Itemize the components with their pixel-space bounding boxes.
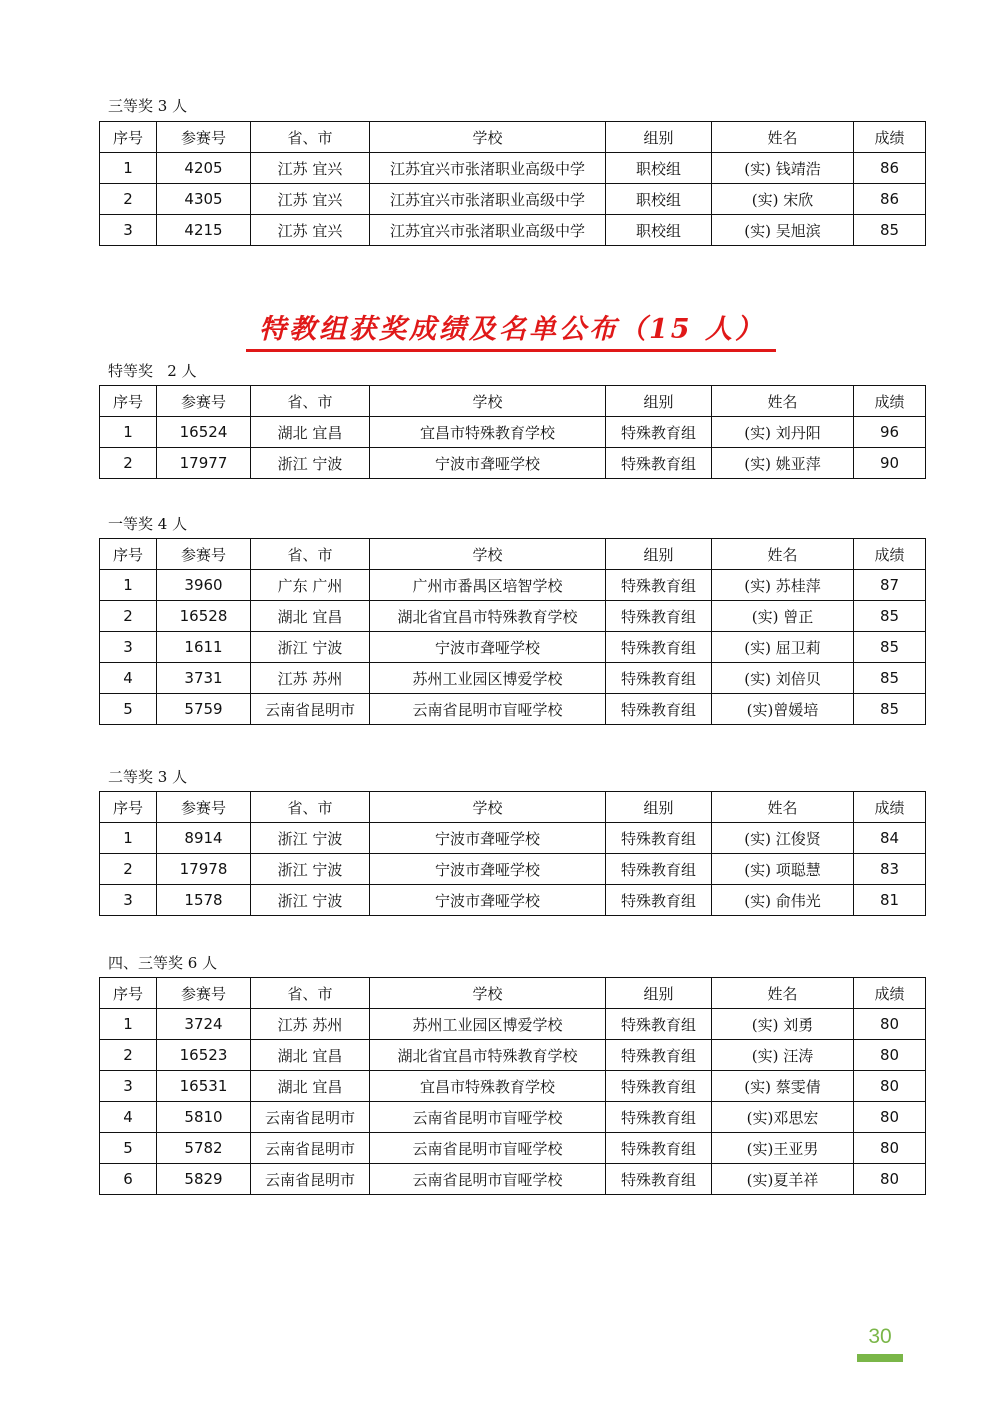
cell-index: 2 [100,1040,157,1071]
cell-group: 职校组 [606,153,712,184]
table-row [100,184,926,215]
table-header-row [100,978,926,1009]
cell-province-city: 云南省昆明市 [251,1102,370,1133]
table-row [100,153,926,184]
cell-name: (实) 项聪慧 [712,854,854,885]
table-row [100,1040,926,1071]
cell-school: 宁波市聋哑学校 [370,823,606,854]
cell-entry-number: 17978 [157,854,251,885]
cell-group: 特殊教育组 [606,1040,712,1071]
cell-index: 1 [100,570,157,601]
header-col-index: 序号 [100,792,157,823]
cell-school: 苏州工业园区博爱学校 [370,1009,606,1040]
table-row [100,663,926,694]
cell-school: 湖北省宜昌市特殊教育学校 [370,1040,606,1071]
table-header-row [100,122,926,153]
cell-school: 宜昌市特殊教育学校 [370,1071,606,1102]
cell-entry-number: 1611 [157,632,251,663]
award-table [99,385,926,479]
table-row [100,694,926,725]
cell-group: 特殊教育组 [606,601,712,632]
cell-name: (实) 江俊贤 [712,823,854,854]
header-col-index: 序号 [100,122,157,153]
header-col-province-city: 省、市 [251,792,370,823]
cell-score: 84 [854,823,926,854]
cell-school: 宁波市聋哑学校 [370,854,606,885]
award-caption: 二等奖 3 人 [108,768,188,786]
cell-school: 江苏宜兴市张渚职业高级中学 [370,184,606,215]
header-col-name: 姓名 [712,386,854,417]
cell-school: 宁波市聋哑学校 [370,885,606,916]
cell-score: 80 [854,1133,926,1164]
cell-entry-number: 3960 [157,570,251,601]
cell-index: 3 [100,885,157,916]
cell-name: (实) 汪涛 [712,1040,854,1071]
table-row [100,885,926,916]
table-row [100,417,926,448]
header-col-group: 组别 [606,122,712,153]
cell-group: 特殊教育组 [606,694,712,725]
cell-score: 80 [854,1009,926,1040]
cell-name: (实) 刘丹阳 [712,417,854,448]
cell-name: (实) 蔡雯倩 [712,1071,854,1102]
cell-score: 83 [854,854,926,885]
cell-entry-number: 17977 [157,448,251,479]
cell-group: 特殊教育组 [606,885,712,916]
cell-index: 2 [100,448,157,479]
header-col-index: 序号 [100,539,157,570]
cell-group: 职校组 [606,184,712,215]
header-col-score: 成绩 [854,539,926,570]
cell-name: (实)王亚男 [712,1133,854,1164]
table-row [100,1071,926,1102]
cell-province-city: 浙江 宁波 [251,885,370,916]
cell-name: (实) 吴旭滨 [712,215,854,246]
table-row [100,632,926,663]
award-caption: 一等奖 4 人 [108,515,188,533]
cell-name: (实) 屈卫莉 [712,632,854,663]
cell-name: (实) 刘勇 [712,1009,854,1040]
header-col-province-city: 省、市 [251,978,370,1009]
award-table [99,791,926,916]
cell-score: 80 [854,1164,926,1195]
header-col-group: 组别 [606,792,712,823]
cell-index: 1 [100,417,157,448]
cell-name: (实)邓思宏 [712,1102,854,1133]
cell-index: 3 [100,632,157,663]
cell-score: 80 [854,1071,926,1102]
cell-province-city: 浙江 宁波 [251,854,370,885]
cell-group: 特殊教育组 [606,1009,712,1040]
cell-score: 85 [854,632,926,663]
cell-entry-number: 16524 [157,417,251,448]
cell-entry-number: 5810 [157,1102,251,1133]
cell-group: 特殊教育组 [606,1164,712,1195]
cell-school: 云南省昆明市盲哑学校 [370,1102,606,1133]
header-col-name: 姓名 [712,122,854,153]
cell-score: 85 [854,694,926,725]
table-row [100,215,926,246]
header-col-entry-number: 参赛号 [157,539,251,570]
table-row [100,1133,926,1164]
cell-province-city: 湖北 宜昌 [251,1071,370,1102]
cell-group: 特殊教育组 [606,632,712,663]
table-header-row [100,386,926,417]
cell-province-city: 湖北 宜昌 [251,1040,370,1071]
cell-entry-number: 5829 [157,1164,251,1195]
cell-group: 特殊教育组 [606,663,712,694]
award-table [99,977,926,1195]
cell-entry-number: 5759 [157,694,251,725]
header-col-province-city: 省、市 [251,122,370,153]
header-col-school: 学校 [370,122,606,153]
cell-score: 80 [854,1102,926,1133]
cell-province-city: 江苏 苏州 [251,663,370,694]
header-col-score: 成绩 [854,792,926,823]
header-col-score: 成绩 [854,978,926,1009]
table-row [100,601,926,632]
table-row [100,448,926,479]
header-col-score: 成绩 [854,122,926,153]
header-col-score: 成绩 [854,386,926,417]
table-row [100,1009,926,1040]
award-caption: 特等奖 2 人 [108,362,197,380]
cell-index: 2 [100,854,157,885]
header-col-entry-number: 参赛号 [157,386,251,417]
cell-score: 85 [854,601,926,632]
header-col-school: 学校 [370,792,606,823]
cell-school: 云南省昆明市盲哑学校 [370,1164,606,1195]
cell-school: 广州市番禺区培智学校 [370,570,606,601]
cell-index: 5 [100,1133,157,1164]
header-col-entry-number: 参赛号 [157,792,251,823]
cell-group: 特殊教育组 [606,417,712,448]
header-col-group: 组别 [606,386,712,417]
cell-name: (实)曾媛培 [712,694,854,725]
cell-school: 苏州工业园区博爱学校 [370,663,606,694]
award-table [99,121,926,246]
cell-group: 特殊教育组 [606,1133,712,1164]
header-col-entry-number: 参赛号 [157,978,251,1009]
cell-province-city: 江苏 宜兴 [251,153,370,184]
cell-score: 90 [854,448,926,479]
cell-entry-number: 16523 [157,1040,251,1071]
cell-name: (实)夏羊祥 [712,1164,854,1195]
header-col-province-city: 省、市 [251,539,370,570]
award-caption: 四、三等奖 6 人 [108,954,218,972]
cell-province-city: 浙江 宁波 [251,823,370,854]
cell-group: 特殊教育组 [606,1102,712,1133]
cell-score: 85 [854,663,926,694]
cell-school: 湖北省宜昌市特殊教育学校 [370,601,606,632]
cell-index: 4 [100,663,157,694]
cell-index: 6 [100,1164,157,1195]
banner-underline [246,349,776,352]
cell-name: (实) 钱靖浩 [712,153,854,184]
cell-name: (实) 苏桂萍 [712,570,854,601]
cell-entry-number: 4305 [157,184,251,215]
cell-score: 85 [854,215,926,246]
cell-entry-number: 3724 [157,1009,251,1040]
cell-province-city: 湖北 宜昌 [251,601,370,632]
cell-entry-number: 3731 [157,663,251,694]
header-col-school: 学校 [370,978,606,1009]
cell-province-city: 江苏 苏州 [251,1009,370,1040]
header-col-province-city: 省、市 [251,386,370,417]
cell-province-city: 云南省昆明市 [251,1133,370,1164]
cell-school: 宜昌市特殊教育学校 [370,417,606,448]
cell-group: 特殊教育组 [606,570,712,601]
table-row [100,854,926,885]
cell-score: 81 [854,885,926,916]
cell-entry-number: 4205 [157,153,251,184]
cell-school: 江苏宜兴市张渚职业高级中学 [370,153,606,184]
cell-group: 特殊教育组 [606,1071,712,1102]
cell-group: 职校组 [606,215,712,246]
cell-index: 3 [100,215,157,246]
cell-index: 1 [100,1009,157,1040]
award-table [99,538,926,725]
cell-entry-number: 16528 [157,601,251,632]
cell-group: 特殊教育组 [606,823,712,854]
header-col-name: 姓名 [712,792,854,823]
table-row [100,823,926,854]
cell-province-city: 广东 广州 [251,570,370,601]
cell-entry-number: 16531 [157,1071,251,1102]
cell-index: 1 [100,823,157,854]
cell-school: 宁波市聋哑学校 [370,632,606,663]
header-col-name: 姓名 [712,978,854,1009]
cell-index: 1 [100,153,157,184]
cell-score: 87 [854,570,926,601]
cell-entry-number: 4215 [157,215,251,246]
header-col-group: 组别 [606,539,712,570]
cell-entry-number: 5782 [157,1133,251,1164]
cell-score: 86 [854,184,926,215]
header-col-index: 序号 [100,978,157,1009]
cell-entry-number: 8914 [157,823,251,854]
header-col-school: 学校 [370,539,606,570]
section-banner-title: 特教组获奖成绩及名单公布（15 人） [259,314,765,345]
cell-province-city: 云南省昆明市 [251,694,370,725]
cell-school: 宁波市聋哑学校 [370,448,606,479]
header-col-index: 序号 [100,386,157,417]
cell-score: 80 [854,1040,926,1071]
cell-name: (实) 宋欣 [712,184,854,215]
cell-province-city: 浙江 宁波 [251,632,370,663]
cell-group: 特殊教育组 [606,448,712,479]
cell-school: 云南省昆明市盲哑学校 [370,1133,606,1164]
cell-index: 5 [100,694,157,725]
cell-entry-number: 1578 [157,885,251,916]
table-row [100,570,926,601]
cell-index: 2 [100,601,157,632]
cell-school: 江苏宜兴市张渚职业高级中学 [370,215,606,246]
header-col-name: 姓名 [712,539,854,570]
cell-name: (实) 刘倍贝 [712,663,854,694]
cell-province-city: 浙江 宁波 [251,448,370,479]
header-col-group: 组别 [606,978,712,1009]
cell-province-city: 湖北 宜昌 [251,417,370,448]
cell-name: (实) 曾正 [712,601,854,632]
page-number-bar [857,1354,903,1362]
cell-index: 2 [100,184,157,215]
header-col-school: 学校 [370,386,606,417]
cell-score: 86 [854,153,926,184]
cell-province-city: 江苏 宜兴 [251,184,370,215]
cell-index: 3 [100,1071,157,1102]
cell-name: (实) 俞伟光 [712,885,854,916]
page-number: 30 [868,1325,892,1348]
table-header-row [100,539,926,570]
table-row [100,1164,926,1195]
header-col-entry-number: 参赛号 [157,122,251,153]
cell-index: 4 [100,1102,157,1133]
cell-province-city: 江苏 宜兴 [251,215,370,246]
cell-province-city: 云南省昆明市 [251,1164,370,1195]
cell-school: 云南省昆明市盲哑学校 [370,694,606,725]
award-caption: 三等奖 3 人 [108,97,188,115]
table-row [100,1102,926,1133]
cell-name: (实) 姚亚萍 [712,448,854,479]
cell-score: 96 [854,417,926,448]
cell-group: 特殊教育组 [606,854,712,885]
table-header-row [100,792,926,823]
